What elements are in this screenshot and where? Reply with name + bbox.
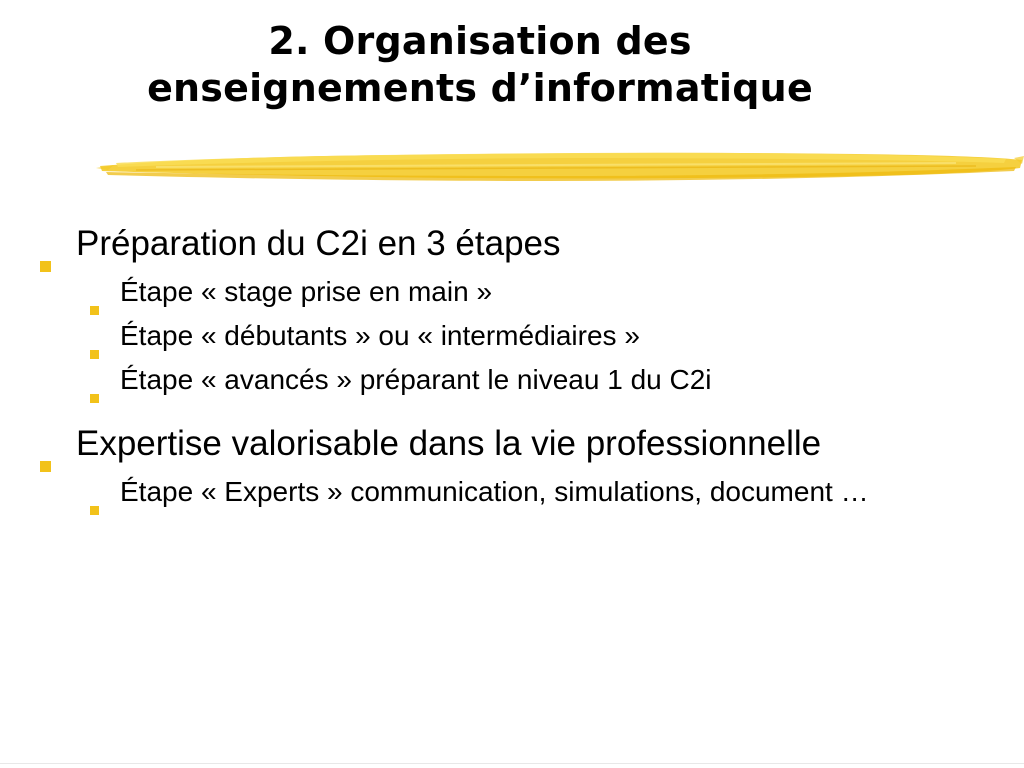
sub-bullet-item [90,361,880,398]
square-bullet-icon [90,287,99,296]
square-bullet-icon [90,375,99,384]
slide-title [60,18,900,112]
bullet-group-1 [0,222,1024,398]
bullet-text: Préparation du C2i en 3 étapes [76,224,561,263]
sub-bullet-list [0,473,1024,510]
sub-bullet-text: Étape « stage prise en main » [120,276,493,307]
sub-bullet-text: Étape « Experts » communication, simulations, document … [120,476,869,507]
square-bullet-icon [90,487,99,496]
sub-bullet-list [0,273,1024,398]
bullet-text: Expertise valorisable dans la vie professionnelle [76,424,822,463]
slide-title-line-2: enseignements d’informatique [147,66,813,110]
sub-bullet-text: Étape « débutants » ou « intermédiaires » [120,320,640,351]
sub-bullet-text: Étape « avancés » préparant le niveau 1 du C2i [120,364,712,395]
bottom-divider [0,763,1024,764]
bullet-group-2 [0,422,1024,510]
sub-bullet-item [90,273,880,310]
brush-stroke-underline [96,146,1024,186]
bullet-item [38,422,1024,466]
square-bullet-icon [90,331,99,340]
bullet-list [0,222,1024,510]
slide-title-line-1: 2. Organisation des [268,19,692,63]
bullet-item [38,222,1024,266]
square-bullet-icon [40,239,51,250]
square-bullet-icon [40,439,51,450]
sub-bullet-item [90,473,880,510]
sub-bullet-item [90,317,880,354]
